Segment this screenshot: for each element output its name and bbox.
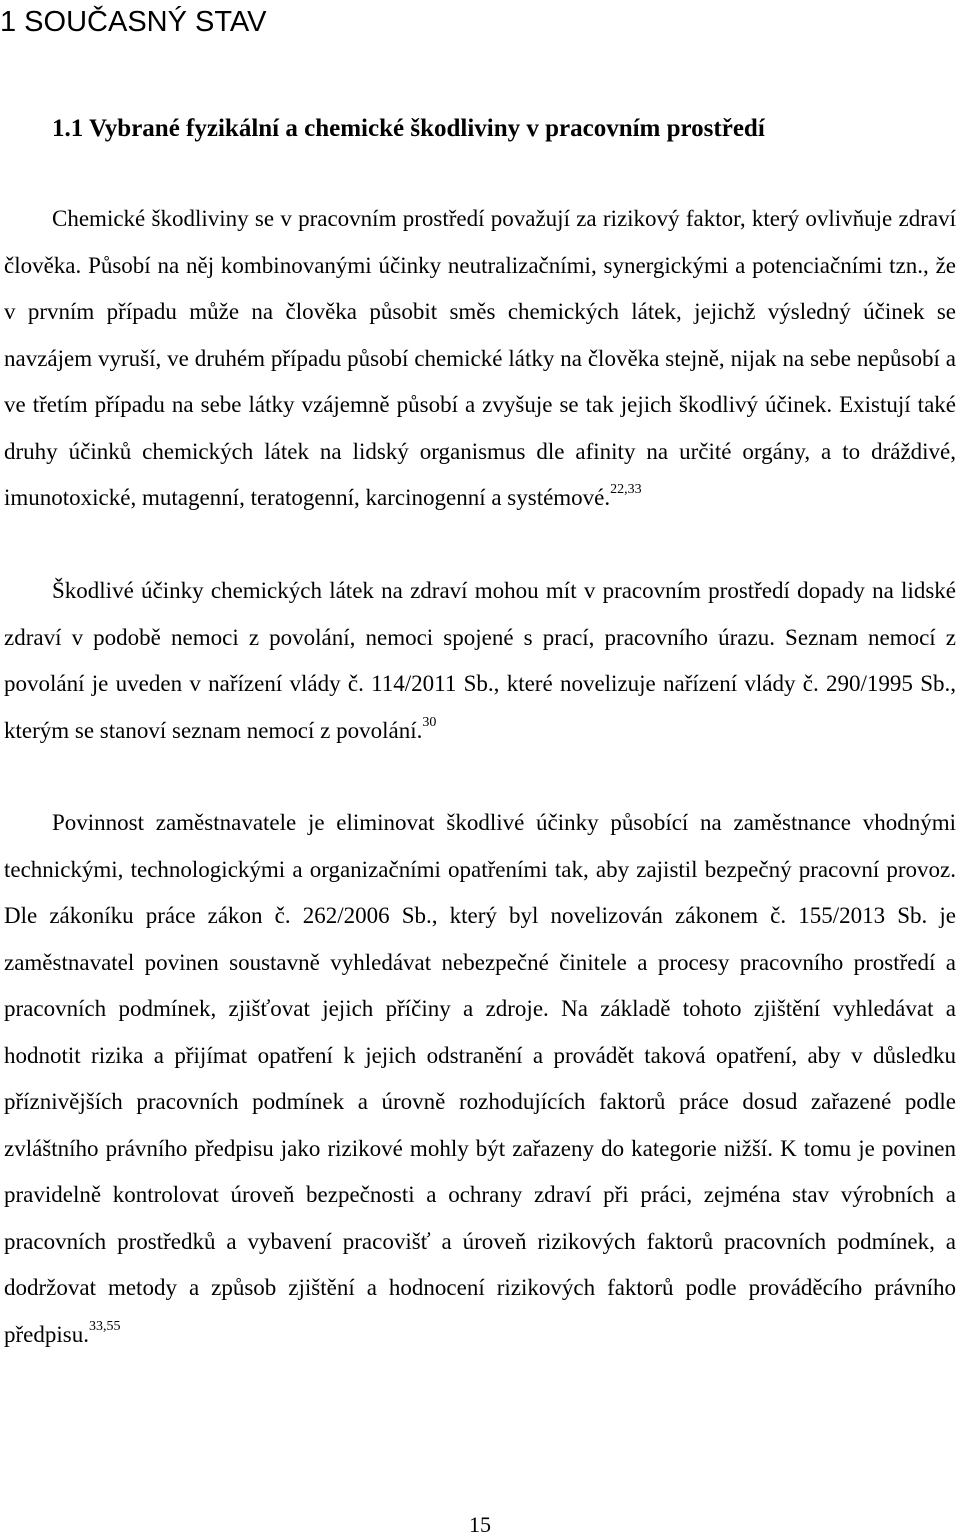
citation-reference: 33,55 [88, 1318, 121, 1334]
chapter-title: 1 SOUČASNÝ STAV [0, 6, 267, 38]
citation-reference: 22,33 [610, 482, 642, 498]
paragraph-text: Povinnost zaměstnavatele je eliminovat škodlivé účinky působící na zaměstnance vhodnými technickými, technologickými a organizačními opatřeními tak, aby zajistil bezpečný pracovní provoz. Dle zákoníku práce zákon č. 262/2006 Sb., který byl novelizován zákonem č. 155/2013 Sb. je zaměstnavatel povinen soustavně vyhledávat nebezpečné činitele a procesy pracovního prostředí a pracovních podmínek, zjišťovat jejich příčiny a zdroje. Na základě tohoto zjištění vyhledávat a hodnotit rizika a přijímat opatření k jejich odstranění a provádět taková opatření, aby v důsledku příznivějších pracovních podmínek a úrovně rozhodujících faktorů práce dosud zařazené podle zvláštního právního předpisu jako rizikové mohly být zařazeny do kategorie nižší. K tomu je povinen pravidelně kontrolovat úroveň bezpečnosti a ochrany zdraví při práci, zejména stav výrobních a pracovních prostředků a vybavení pracovišť a úroveň rizikových faktorů pracovních podmínek, a dodržovat metody a způsob zjištění a hodnocení rizikových faktorů podle prováděcího právního předpisu. [4, 810, 956, 1347]
paragraph-text: Škodlivé účinky chemických látek na zdraví mohou mít v pracovním prostředí dopady na lidské zdraví v podobě nemoci z povolání, nemoci spojené s prací, pracovního úrazu. Seznam nemocí z povolání je uveden v nařízení vlády č. 114/2011 Sb., které novelizuje nařízení vlády č. 290/1995 Sb., kterým se stanoví seznam nemocí z povolání. [4, 578, 956, 743]
section-title: 1.1 Vybrané fyzikální a chemické škodliviny v pracovním prostředí [52, 115, 765, 142]
paragraph-chemical-hazards [4, 196, 956, 522]
paragraph-text: Chemické škodliviny se v pracovním prostředí považují za rizikový faktor, který ovlivňuje zdraví člověka. Působí na něj kombinovanými účinky neutralizačními, synergickými a potenciačními tzn., že v prvním případu může na člověka působit směs chemických látek, jejichž výsledný účinek se navzájem vyruší, ve druhém případu působí chemické látky na člověka stejně, nijak na sebe nepůsobí a ve třetím případu na sebe látky vzájemně působí a zvyšuje se tak jejich škodlivý účinek. Existují také druhy účinků chemických látek na lidský organismus dle afinity na určité orgány, a to dráždivé, imunotoxické, mutagenní, teratogenní, karcinogenní a systémové. [4, 206, 956, 510]
page-number: 15 [469, 1512, 491, 1537]
paragraph-occupational-diseases [4, 568, 956, 754]
paragraph-employer-obligations [4, 800, 956, 1358]
citation-reference: 30 [422, 714, 437, 730]
